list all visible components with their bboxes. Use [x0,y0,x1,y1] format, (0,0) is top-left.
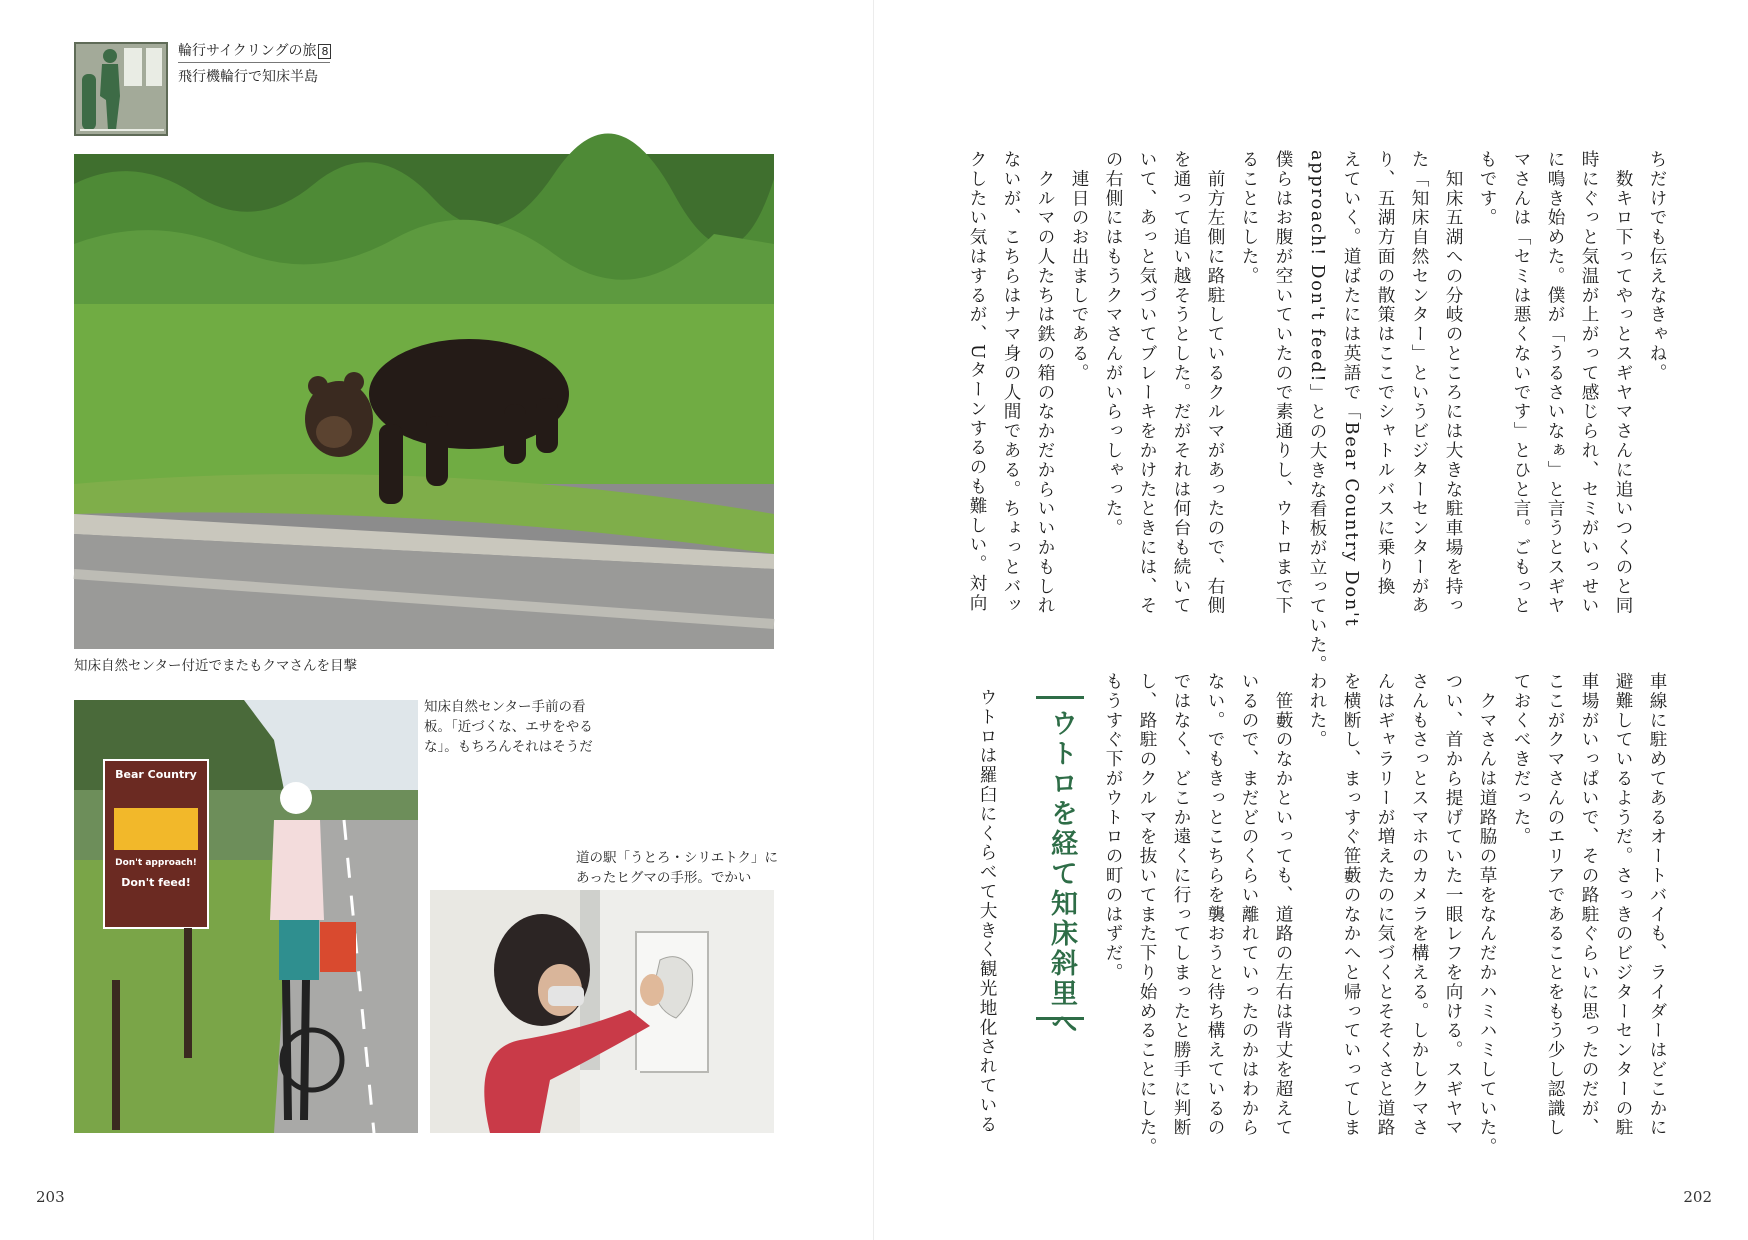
handprint-photo [430,890,774,1133]
header-divider [178,62,330,63]
article-title: 飛行機輪行で知床半島 [178,69,318,85]
bear-photo-caption: 知床自然センター付近でまたもクマさんを目撃 [74,658,357,674]
bear-sign-photo [74,700,418,1133]
handprint-photo-caption: 道の駅「うとろ・シリエトク」に あったヒグマの手形。でかい [576,850,778,886]
series-title-text: 輪行サイクリングの旅 [178,43,317,59]
body-text-lower: 車線に駐めてあるオートバイも、ライダーはどこかに 避難しているようだ。さっきのビジターセンターの駐 車場がいっぱいで、その路駐ぐらいに思ったのだが、 ここがクマさんのエリアであることをもう少し認識し ておくべきだった。 クマさんは道路脇の草をなんだかハミハミしていた。 つい、首から提げていた一眼レフを向ける。スギヤマ さんもさっとスマホのカメラを構える。しかしクマさ んはギャラリーが増えたのに気づくとそそくさと道路 を横断し、まっすぐ笹藪のなかへと帰っていってしま われた。 笹藪のなかといっても、道路の左右は背丈を超えて いるので、まだどのくらい離れていったのかはわから ない。でもきっとこちらを襲おうと待ち構えているの ではなく、どこか遠くに行ってしまったと勝手に判断 し、路駐のクルマを抜いてまた下り始めることにした。 もうすぐ下がウトロの町のはずだ。 [1103,672,1667,1157]
sign-text-3: Don't feed! [121,876,191,889]
section-subheading [1036,696,1084,1039]
series-number-badge: 8 [318,44,331,59]
sign-text-1: Bear Country [115,768,197,781]
body-text-tail: ウトロは羅臼にくらべて大きく観光地化されている [977,688,997,1135]
sign-text-2: Don't approach! [115,858,197,868]
cyclist-silhouette-icon [76,44,166,134]
body-text-upper: ちだけでも伝えなきゃね。 数キロ下ってやっとスギヤマさんに追いつくのと同 時にぐっと気温が上がって感じられ、セミがいっせい に鳴き始めた。僕が「うるさいなぁ」と言うとスギヤ マさんは「セミは悪くないです」とひと言。ごもっと もです。 知床五湖への分岐のところには大きな駐車場を持っ た「知床自然センター」というビジターセンターがあ り、五湖方面の散策はここでシャトルバスに乗り換 えていく。道ばたには英語で「Bear Country Don't approach! Don't feed!」との大きな看板が立っていた。 僕らはお腹が空いていたので素通りし、ウトロまで下 ることにした。 前方左側に路駐しているクルマがあったので、右側 を通って追い越そうとした。だがそれは何台も続いて いて、あっと気づいてブレーキをかけたときには、そ の右側にはもうクマさんがいらっしゃった。 連日のお出ましである。 クルマの人たちは鉄の箱のなかだからいいかもしれ ないが、こちらはナマ身の人間である。ちょっとバッ クしたい気はするが、Uターンするのも難しい。対向 [967,150,1667,675]
sign-photo-caption: 知床自然センター手前の看 板。「近づくな、エサをやる な」。もちろんそれはそうだ [424,699,593,755]
right-page [874,0,1748,1240]
section-subheading-text: ウトロを経て知床斜里へ [1046,709,1077,1039]
series-logo [74,42,168,136]
bear-photo [74,154,774,649]
page-number-right: 202 [1683,1188,1712,1206]
page-number-left: 203 [36,1188,65,1206]
series-title [178,40,331,60]
